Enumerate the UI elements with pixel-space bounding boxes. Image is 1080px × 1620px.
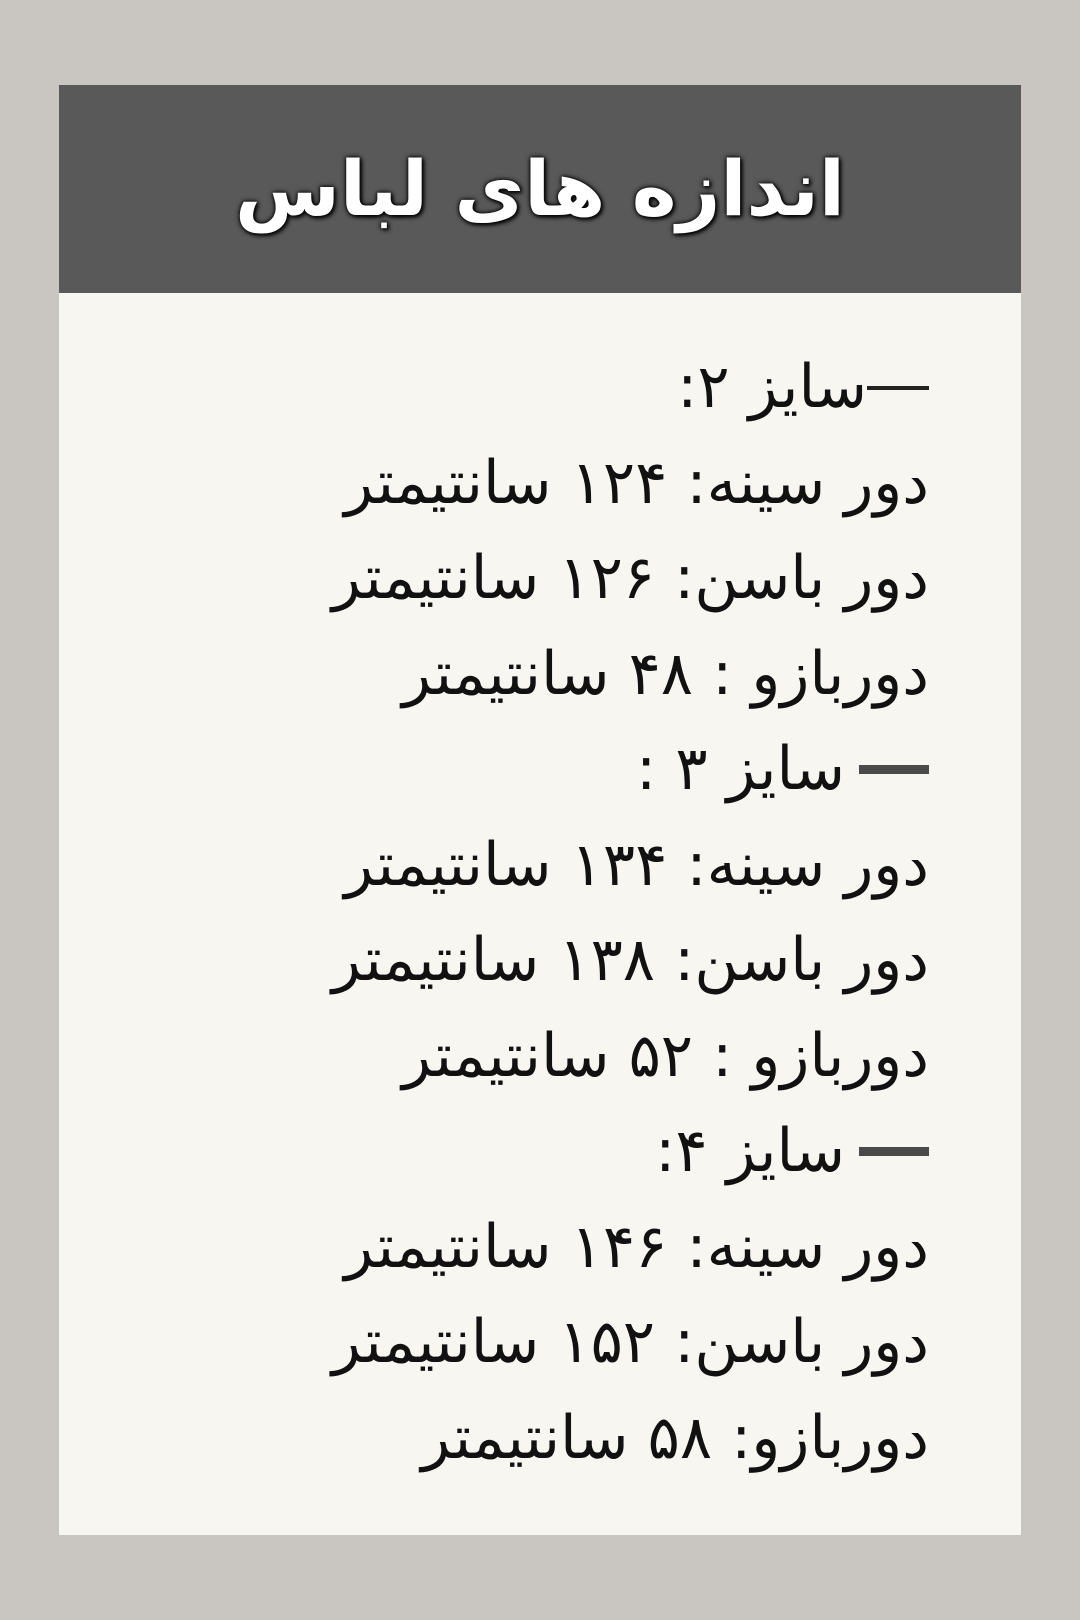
size-3-chest: دور سینه: ۱۳۴ سانتیمتر xyxy=(344,829,929,900)
size-list xyxy=(59,340,1021,1486)
size-3-arm: دوربازو : ۵۲ سانتیمتر xyxy=(402,1020,929,1091)
size-label: سایز ۴: xyxy=(655,1116,845,1186)
size-chart-card xyxy=(59,85,1021,1535)
size-label: سایز ۲: xyxy=(677,352,867,422)
size-2-arm: دوربازو : ۴۸ سانتیمتر xyxy=(402,638,929,709)
size-3-heading xyxy=(59,722,929,818)
size-2-chest: دور سینه: ۱۲۴ سانتیمتر xyxy=(344,447,929,518)
size-3-hip: دور باسن: ۱۳۸ سانتیمتر xyxy=(331,925,929,995)
dash-icon xyxy=(859,765,929,774)
size-4-chest: دور سینه: ۱۴۶ سانتیمتر xyxy=(344,1211,929,1282)
dash-icon xyxy=(859,1147,929,1156)
dash-icon xyxy=(867,386,929,390)
size-label: سایز ۳ : xyxy=(636,734,845,804)
page-title: اندازه های لباس xyxy=(235,144,845,233)
size-2-heading xyxy=(59,340,929,436)
size-4-hip: دور باسن: ۱۵۲ سانتیمتر xyxy=(331,1307,929,1377)
size-2-hip: دور باسن: ۱۲۶ سانتیمتر xyxy=(331,543,929,613)
size-4-arm: دوربازو: ۵۸ سانتیمتر xyxy=(421,1402,929,1473)
size-4-heading xyxy=(59,1104,929,1200)
title-banner xyxy=(59,85,1021,293)
